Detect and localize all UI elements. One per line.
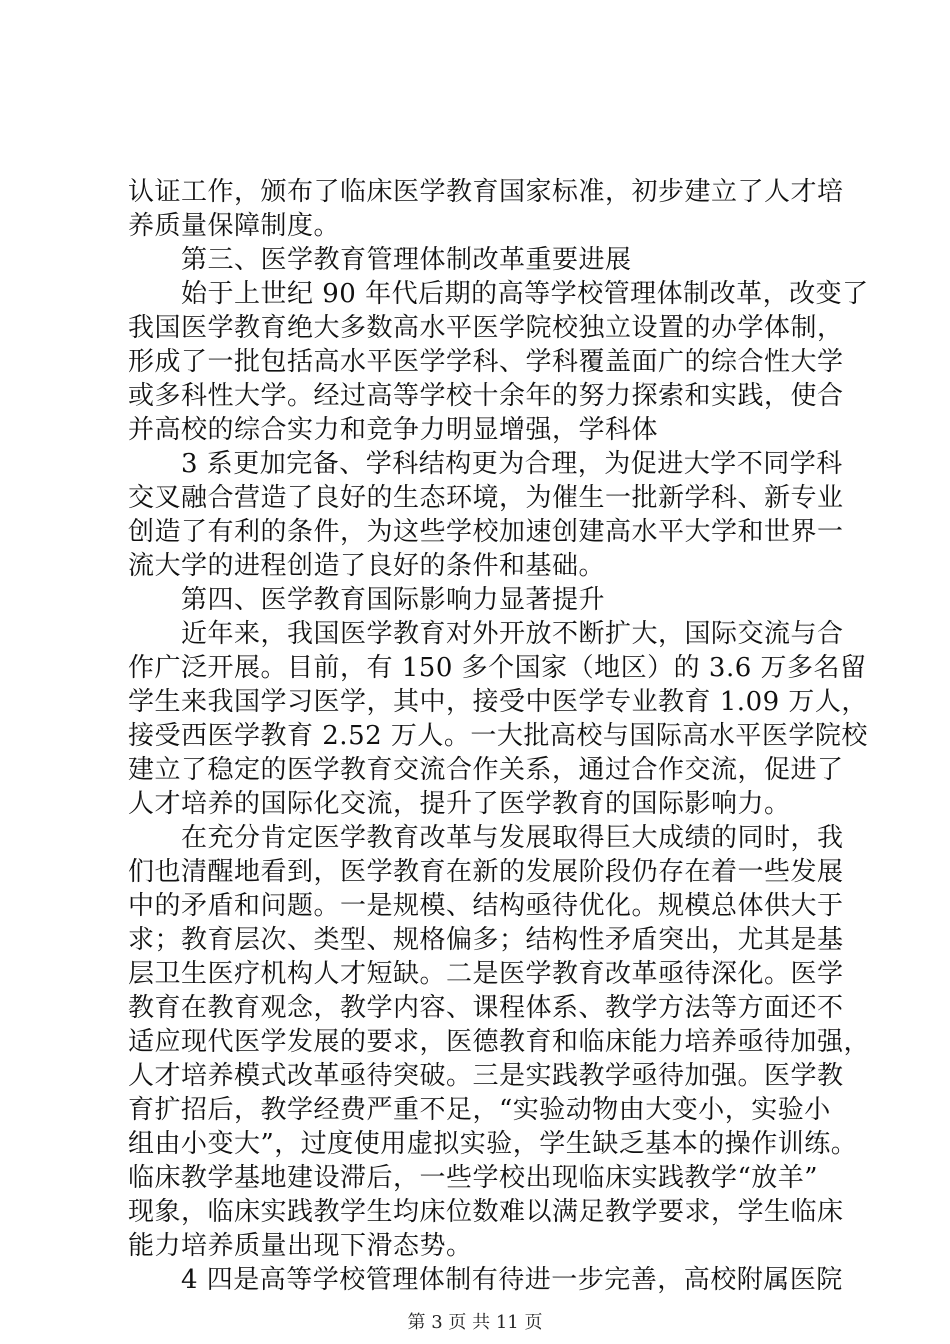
text-line: 人才培养模式改革亟待突破。三是实践教学亟待加强。医学教 bbox=[128, 1061, 844, 1091]
text-line: 建立了稳定的医学教育交流合作关系，通过合作交流，促进了 bbox=[128, 755, 844, 785]
section-heading: 第三、医学教育管理体制改革重要进展 bbox=[128, 245, 632, 275]
page-number-footer: 第 3 页 共 11 页 bbox=[407, 1312, 543, 1333]
text-line: 始于上世纪 90 年代后期的高等学校管理体制改革，改变了 bbox=[128, 279, 869, 309]
text-line: 能力培养质量出现下滑态势。 bbox=[128, 1231, 473, 1261]
text-line: 组由小变大”，过度使用虚拟实验，学生缺乏基本的操作训练。 bbox=[128, 1129, 858, 1159]
text-line: 或多科性大学。经过高等学校十余年的努力探索和实践，使合 bbox=[128, 381, 844, 411]
text-line: 3 系更加完备、学科结构更为合理，为促进大学不同学科 bbox=[128, 449, 843, 479]
text-line: 现象，临床实践教学生均床位数难以满足教学要求，学生临床 bbox=[128, 1197, 844, 1227]
text-line: 4 四是高等学校管理体制有待进一步完善，高校附属医院 bbox=[128, 1265, 843, 1295]
text-line: 求；教育层次、类型、规格偏多；结构性矛盾突出，尤其是基 bbox=[128, 925, 844, 955]
text-line: 认证工作，颁布了临床医学教育国家标准，初步建立了人才培 bbox=[128, 177, 844, 207]
text-line: 层卫生医疗机构人才短缺。二是医学教育改革亟待深化。医学 bbox=[128, 959, 844, 989]
text-line: 作广泛开展。目前，有 150 多个国家（地区）的 3.6 万多名留 bbox=[128, 653, 867, 683]
text-line: 在充分肯定医学教育改革与发展取得巨大成绩的同时，我 bbox=[128, 823, 844, 853]
text-line: 近年来，我国医学教育对外开放不断扩大，国际交流与合 bbox=[128, 619, 844, 649]
text-line: 接受西医学教育 2.52 万人。一大批高校与国际高水平医学院校 bbox=[128, 721, 868, 751]
text-line: 形成了一批包括高水平医学学科、学科覆盖面广的综合性大学 bbox=[128, 347, 844, 377]
text-line: 临床教学基地建设滞后，一些学校出现临床实践教学“放羊” bbox=[128, 1163, 819, 1193]
text-line: 人才培养的国际化交流，提升了医学教育的国际影响力。 bbox=[128, 789, 791, 819]
text-line: 养质量保障制度。 bbox=[128, 211, 341, 241]
text-line: 交叉融合营造了良好的生态环境，为催生一批新学科、新专业 bbox=[128, 483, 844, 513]
text-line: 学生来我国学习医学，其中，接受中医学专业教育 1.09 万人， bbox=[128, 687, 868, 717]
text-line: 教育在教育观念，教学内容、课程体系、教学方法等方面还不 bbox=[128, 993, 844, 1023]
text-line: 中的矛盾和问题。一是规模、结构亟待优化。规模总体供大于 bbox=[128, 891, 844, 921]
text-line: 育扩招后，教学经费严重不足，“实验动物由大变小，实验小 bbox=[128, 1095, 831, 1125]
text-line: 并高校的综合实力和竞争力明显增强，学科体 bbox=[128, 415, 659, 445]
text-line: 我国医学教育绝大多数高水平医学院校独立设置的办学体制， bbox=[128, 313, 844, 343]
text-line: 们也清醒地看到，医学教育在新的发展阶段仍存在着一些发展 bbox=[128, 857, 844, 887]
text-line: 流大学的进程创造了良好的条件和基础。 bbox=[128, 551, 606, 581]
section-heading: 第四、医学教育国际影响力显著提升 bbox=[128, 585, 606, 615]
text-line: 适应现代医学发展的要求，医德教育和临床能力培养亟待加强， bbox=[128, 1027, 871, 1057]
text-line: 创造了有利的条件，为这些学校加速创建高水平大学和世界一 bbox=[128, 517, 844, 547]
